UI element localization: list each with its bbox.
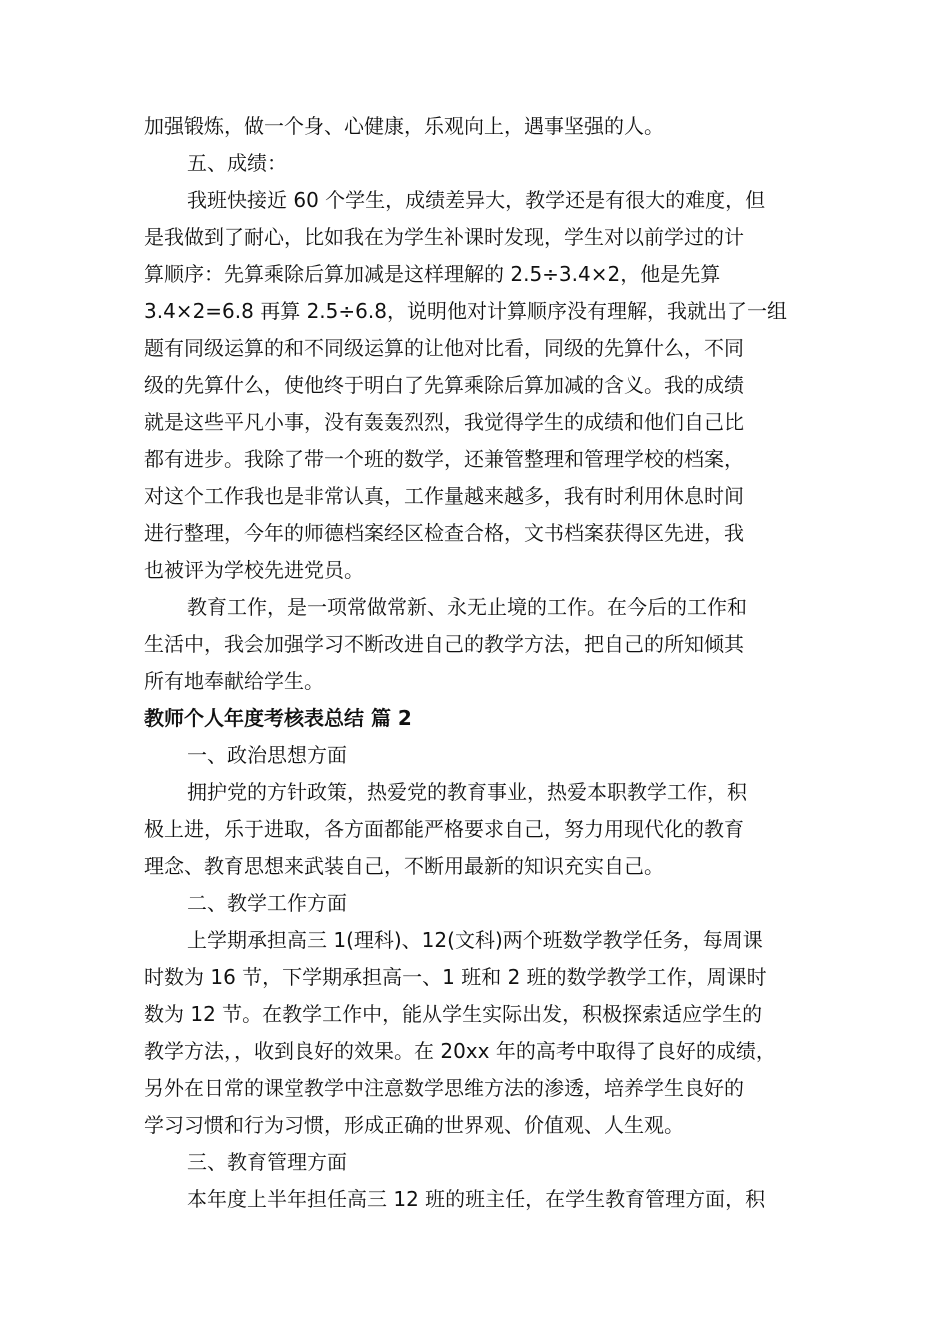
text-line: 五、成绩： — [187, 151, 287, 175]
text-line: 学习习惯和行为习惯，形成正确的世界观、价值观、人生观。 — [144, 1113, 684, 1137]
text-line: 教育工作，是一项常做常新、永无止境的工作。在今后的工作和 — [187, 595, 747, 619]
text-line: 二、教学工作方面 — [187, 891, 347, 915]
section-heading: 教师个人年度考核表总结 篇 2 — [144, 706, 412, 730]
text-line: 是我做到了耐心，比如我在为学生补课时发现，学生对以前学过的计 — [144, 225, 744, 249]
text-line: 3.4×2=6.8 再算 2.5÷6.8，说明他对计算顺序没有理解，我就出了一组 — [144, 299, 787, 323]
text-line: 生活中，我会加强学习不断改进自己的教学方法，把自己的所知倾其 — [144, 632, 744, 656]
text-line: 三、教育管理方面 — [187, 1150, 347, 1174]
text-line: 级的先算什么，使他终于明白了先算乘除后算加减的含义。我的成绩 — [144, 373, 744, 397]
text-line: 就是这些平凡小事，没有轰轰烈烈，我觉得学生的成绩和他们自己比 — [144, 410, 744, 434]
text-line: 上学期承担高三 1(理科)、12(文科)两个班数学教学任务，每周课 — [187, 928, 763, 952]
text-line: 一、政治思想方面 — [187, 743, 347, 767]
text-line: 理念、教育思想来武装自己，不断用最新的知识充实自己。 — [144, 854, 664, 878]
text-line: 也被评为学校先进党员。 — [144, 558, 364, 582]
text-line: 本年度上半年担任高三 12 班的班主任，在学生教育管理方面，积 — [187, 1187, 766, 1211]
text-line: 我班快接近 60 个学生，成绩差异大，教学还是有很大的难度，但 — [187, 188, 766, 212]
text-line: 所有地奉献给学生。 — [144, 669, 324, 693]
text-line: 拥护党的方针政策，热爱党的教育事业，热爱本职教学工作，积 — [187, 780, 747, 804]
text-line: 题有同级运算的和不同级运算的让他对比看，同级的先算什么，不同 — [144, 336, 744, 360]
text-line: 数为 12 节。在教学工作中，能从学生实际出发，积极探索适应学生的 — [144, 1002, 763, 1026]
text-line: 时数为 16 节，下学期承担高一、1 班和 2 班的数学教学工作，周课时 — [144, 965, 767, 989]
text-line: 算顺序：先算乘除后算加减是这样理解的 2.5÷3.4×2，他是先算 — [144, 262, 721, 286]
document-body — [144, 108, 810, 1218]
text-line: 极上进，乐于进取，各方面都能严格要求自己，努力用现代化的教育 — [144, 817, 744, 841]
text-line: 对这个工作我也是非常认真，工作量越来越多，我有时利用休息时间 — [144, 484, 744, 508]
text-line: 都有进步。我除了带一个班的数学，还兼管整理和管理学校的档案， — [144, 447, 744, 471]
text-line: 教学方法，，收到良好的效果。在 20xx 年的高考中取得了良好的成绩， — [144, 1039, 776, 1063]
text-line: 另外在日常的课堂教学中注意数学思维方法的渗透，培养学生良好的 — [144, 1076, 744, 1100]
text-line: 进行整理，今年的师德档案经区检查合格，文书档案获得区先进，我 — [144, 521, 744, 545]
text-line: 加强锻炼，做一个身、心健康，乐观向上，遇事坚强的人。 — [144, 114, 664, 138]
